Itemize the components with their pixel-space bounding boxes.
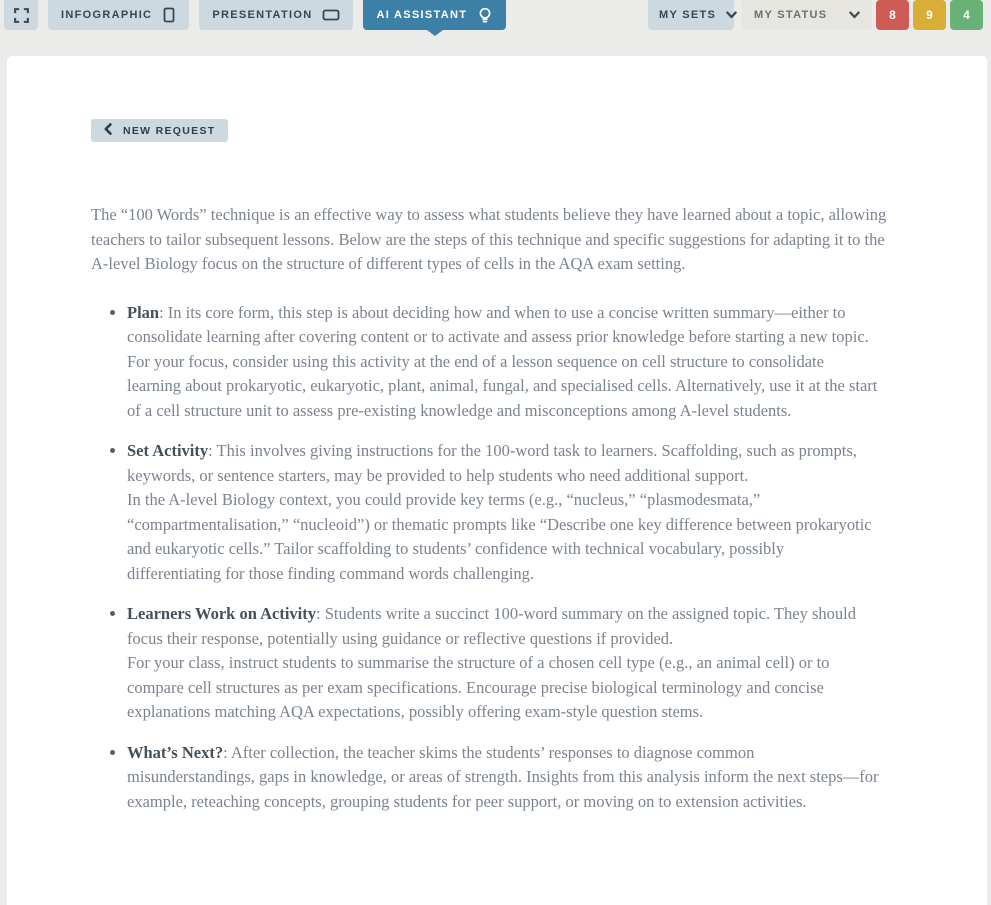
list-item-whats-next	[127, 741, 881, 815]
intro-paragraph: The “100 Words” technique is an effective way to assess what students believe they have learned about a topic, allowing teachers to tailor subsequent lessons. Below are the steps of this technique and specific suggestions for adapting it to the A-level Biology focus on the structure of different types of cells in the AQA exam setting.	[91, 205, 887, 273]
list-item-lead	[127, 301, 881, 350]
my-status-dropdown[interactable]	[742, 0, 872, 30]
portrait-rectangle-icon	[162, 7, 176, 23]
tab-infographic[interactable]	[48, 0, 189, 30]
chevron-left-icon	[104, 123, 112, 138]
my-sets-dropdown[interactable]	[648, 0, 734, 30]
chevron-down-icon	[726, 11, 737, 19]
list-item-title: Plan	[127, 302, 160, 322]
list-item-lead	[127, 602, 881, 651]
list-item-followup: For your focus, consider using this activity at the end of a lesson sequence on cell structure to consolidate learning about prokaryotic, eukaryotic, plant, animal, fungal, and specialised cells. Alternatively, use it at the start of a cell structure unit to assess pre-existing knowledge and misconceptions among A-level students.	[127, 351, 878, 420]
ai-response-document	[91, 203, 987, 814]
chevron-down-icon	[849, 11, 860, 19]
list-item-body: : This involves giving instructions for the 100-word task to learners. Scaffolding, such as prompts, keywords, or sentence starters, may be provided to help students who need additional support.	[127, 441, 857, 485]
status-badge-green[interactable]: 4	[950, 0, 983, 30]
tab-ai-assistant[interactable]	[363, 0, 506, 30]
list-item-body: : After collection, the teacher skims the students’ responses to diagnose common misunderstandings, gaps in knowledge, or areas of strength. Insights from this analysis inform the next steps—for example, reteaching concepts, grouping students for peer support, or moving on to extension activities.	[127, 742, 879, 811]
list-item-body: : In its core form, this step is about deciding how and when to use a concise written summary—either to consolidate learning after covering content or to activate and assess prior knowledge before starting a new topic.	[127, 302, 869, 346]
my-sets-label: MY SETS	[659, 9, 717, 21]
new-request-label: NEW REQUEST	[123, 124, 216, 137]
list-item-set-activity	[127, 439, 881, 586]
list-item-followup: For your class, instruct students to summarise the structure of a chosen cell type (e.g., an animal cell) or to compare cell structures as per exam specifications. Encourage precise biological terminology and concise explanations matching AQA expectations, possibly offering exam-style question stems.	[127, 653, 830, 721]
list-item-lead	[127, 741, 881, 815]
tab-presentation-label: PRESENTATION	[212, 9, 313, 21]
list-item-learners-work	[127, 602, 881, 725]
landscape-rectangle-icon	[322, 8, 340, 22]
top-toolbar	[0, 0, 991, 30]
my-status-label: MY STATUS	[754, 9, 828, 21]
status-badge-red[interactable]: 8	[876, 0, 909, 30]
status-badge-yellow[interactable]: 9	[913, 0, 946, 30]
list-item-title: Learners Work on Activity	[127, 604, 316, 623]
list-item-title: What’s Next?	[127, 742, 224, 762]
fullscreen-button[interactable]	[4, 0, 38, 30]
lightbulb-icon	[477, 7, 493, 24]
tab-presentation[interactable]	[199, 0, 353, 30]
list-item-body: : Students write a succinct 100-word summary on the assigned topic. They should focus their response, potentially using guidance or reflective questions if provided.	[127, 604, 856, 648]
list-item-followup: In the A-level Biology context, you could provide key terms (e.g., “nucleus,” “plasmodesmata,” “compartmentalisation,” “nucleoid”) or thematic prompts like “Describe one key difference between prokaryotic and eukaryotic cells.” Tailor scaffolding to students’ confidence with technical vocabulary, possibly differentiating for those finding command words challenging.	[127, 490, 872, 583]
list-item-lead	[127, 439, 881, 488]
steps-list	[91, 301, 881, 815]
content-panel	[7, 56, 987, 905]
tab-ai-assistant-label: AI ASSISTANT	[376, 9, 468, 21]
new-request-button[interactable]	[91, 119, 228, 142]
tab-infographic-label: INFOGRAPHIC	[61, 9, 153, 21]
status-badges	[876, 0, 983, 30]
fullscreen-icon	[14, 8, 29, 23]
list-item-title: Set Activity	[127, 441, 209, 460]
list-item-plan	[127, 301, 881, 424]
